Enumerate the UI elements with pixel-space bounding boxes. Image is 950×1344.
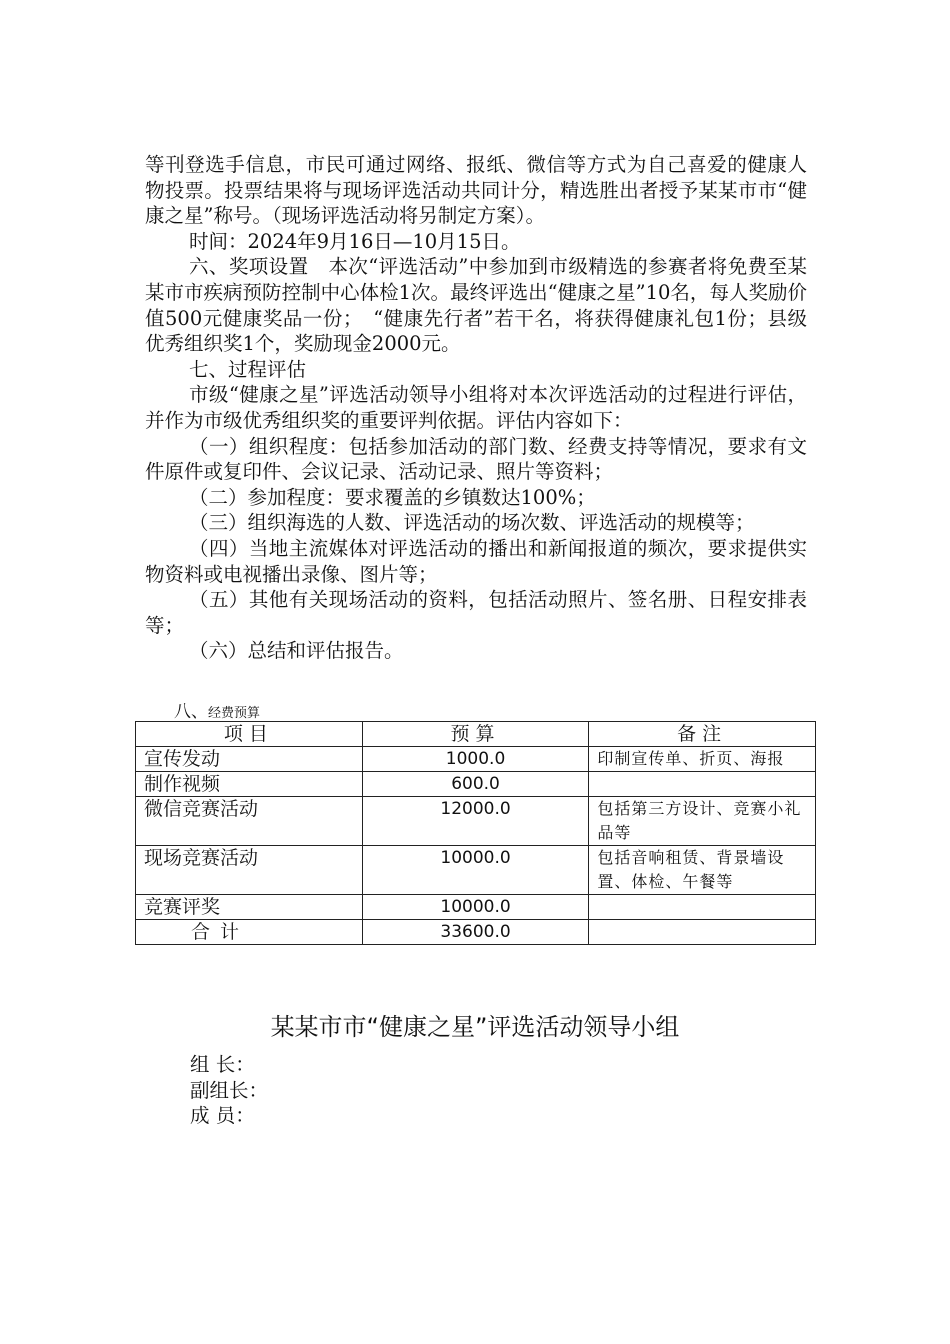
cell-amount: 10000.0: [362, 846, 589, 895]
cell-item: 现场竞赛活动: [136, 846, 363, 895]
table-row: [136, 772, 816, 797]
paragraph-eval-item-1: （一）组织程度：包括参加活动的部门数、经费支持等情况，要求有文件原件或复印件、会议记录、活动记录、照片等资料；: [145, 434, 807, 484]
cell-item: 微信竞赛活动: [136, 797, 363, 846]
paragraph-eval-item-3: （三）组织海选的人数、评选活动的场次数、评选活动的规模等；: [189, 511, 755, 535]
paragraph-evaluation-intro: 市级“健康之星”评选活动领导小组将对本次评选活动的过程进行评估，并作为市级优秀组织奖的重要评判依据。评估内容如下：: [145, 383, 807, 432]
cell-amount: 12000.0: [362, 797, 589, 846]
member-leader: 组 长：: [190, 1053, 255, 1076]
heading-process-evaluation: 七、过程评估: [189, 357, 307, 381]
table-row: [136, 747, 816, 772]
cell-total-note: [589, 920, 816, 945]
paragraph-eval-item-2: （二）参加程度：要求覆盖的乡镇数达100%；: [189, 485, 596, 509]
cell-amount: 600.0: [362, 772, 589, 797]
paragraph-time: 时间：2024年9月16日—10月15日。: [189, 229, 521, 253]
cell-amount: 10000.0: [362, 895, 589, 920]
cell-note: [589, 772, 816, 797]
member-members: 成 员：: [190, 1104, 255, 1127]
paragraph-awards: 六、奖项设置 本次“评选活动”中参加到市级精选的参赛者将免费至某某市市疾病预防控制中心体检1次。最终评选出“健康之星”10名，每人奖励价值500元健康奖品一份； “健康先行者”若干名，将获得健康礼包1份；县级优秀组织奖1个，奖励现金2000元。: [145, 255, 807, 356]
cell-item: 竞赛评奖: [136, 895, 363, 920]
heading-budget-prefix: 八、: [174, 702, 208, 722]
heading-budget-title: 经费预算: [208, 706, 261, 721]
header-item: 项目: [136, 722, 363, 747]
table-row: [136, 797, 816, 846]
cell-total-label: 合计: [136, 920, 363, 945]
leadership-group-title: 某某市市“健康之星”评选活动领导小组: [270, 1013, 680, 1041]
paragraph-voting: 等刊登选手信息，市民可通过网络、报纸、微信等方式为自己喜爱的健康人物投票。投票结果将与现场评选活动共同计分，精选胜出者授予某某市市“健康之星”称号。（现场评选活动将另制定方案）。: [145, 153, 807, 228]
cell-item: 宣传发动: [136, 747, 363, 772]
leadership-members: [190, 1052, 268, 1129]
header-amount: 预算: [362, 722, 589, 747]
paragraph-eval-item-6: （六）总结和评估报告。: [189, 639, 404, 663]
cell-note: 包括第三方设计、竞赛小礼品等: [589, 797, 816, 846]
table-row: [136, 895, 816, 920]
member-deputy-leader: 副组长：: [190, 1078, 269, 1102]
cell-note: [589, 895, 816, 920]
cell-note: 包括音响租赁、背景墙设置、体检、午餐等: [589, 846, 816, 895]
body-text: [145, 152, 807, 664]
cell-note: 印制宣传单、折页、海报: [589, 747, 816, 772]
cell-amount: 1000.0: [362, 747, 589, 772]
table-total-row: [136, 920, 816, 945]
cell-total-amount: 33600.0: [362, 920, 589, 945]
table-header-row: [136, 722, 816, 747]
header-note: 备注: [589, 722, 816, 747]
cell-item: 制作视频: [136, 772, 363, 797]
table-row: [136, 846, 816, 895]
budget-table: [135, 721, 816, 945]
paragraph-eval-item-5: （五）其他有关现场活动的资料，包括活动照片、签名册、日程安排表等；: [145, 588, 807, 637]
paragraph-eval-item-4: （四）当地主流媒体对评选活动的播出和新闻报道的频次，要求提供实物资料或电视播出录像、图片等；: [145, 536, 807, 586]
